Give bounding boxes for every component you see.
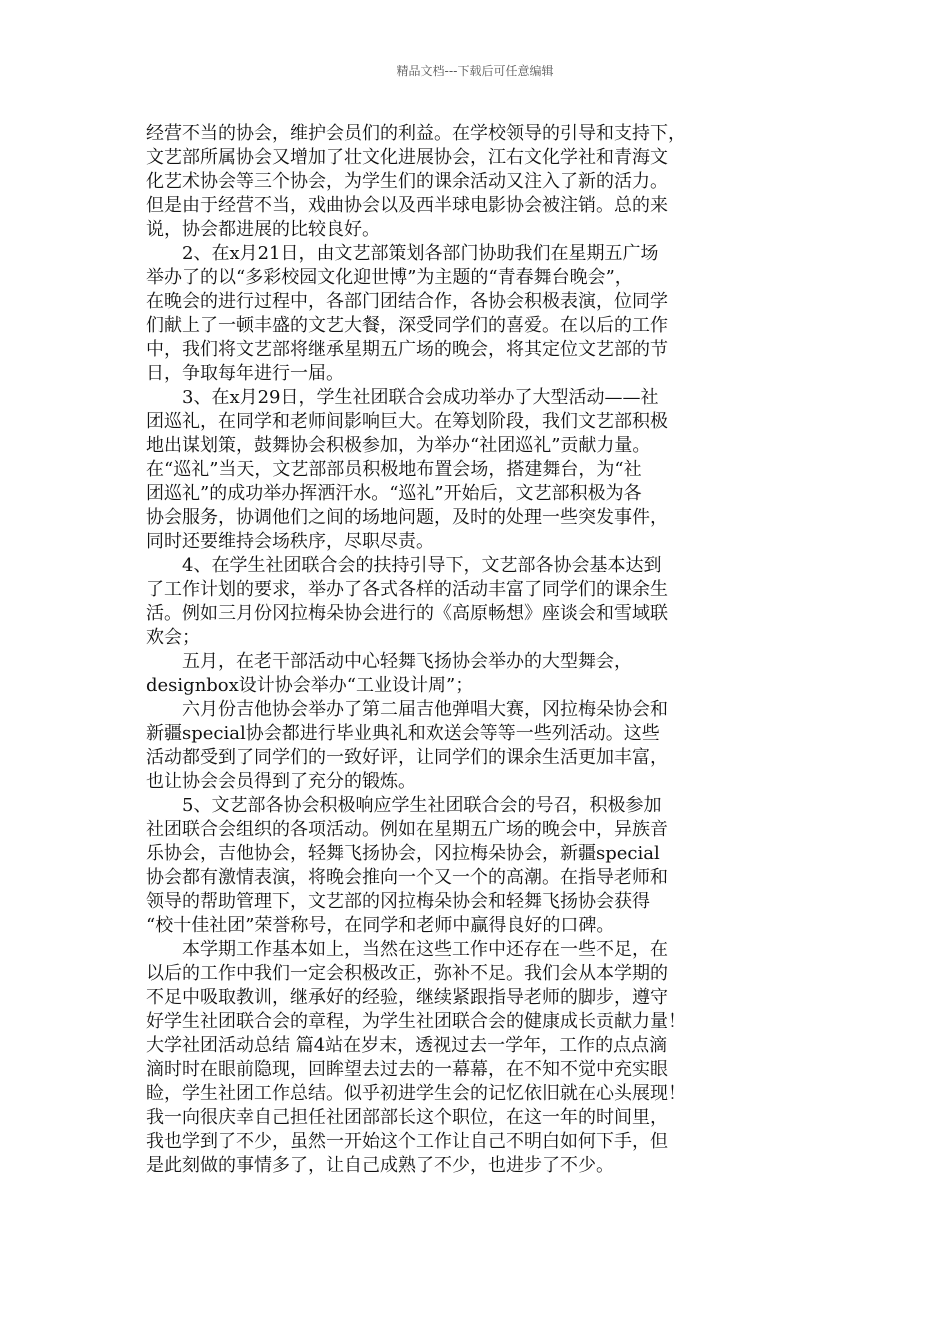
text-line: 大学社团活动总结 篇4站在岁末，透视过去一学年，工作的点点滴 bbox=[146, 1035, 668, 1056]
text-line: 5、文艺部各协会积极响应学生社团联合会的号召，积极参加 bbox=[146, 795, 662, 816]
text-line: 新疆special协会都进行毕业典礼和欢送会等等一些列活动。这些 bbox=[146, 723, 660, 744]
text-line: 中，我们将文艺部将继承星期五广场的晚会，将其定位文艺部的节 bbox=[146, 339, 668, 360]
text-line: 不足中吸取教训，继承好的经验，继续紧跟指导老师的脚步，遵守 bbox=[146, 987, 668, 1008]
text-line: 举办了的以“多彩校园文化迎世博”为主题的“青春舞台晚会”， bbox=[146, 267, 633, 288]
text-line: 活。例如三月份冈拉梅朵协会进行的《高原畅想》座谈会和雪域联 bbox=[146, 603, 668, 624]
text-line: 协会服务，协调他们之间的场地问题，及时的处理一些突发事件， bbox=[146, 507, 668, 528]
text-line: 文艺部所属协会又增加了壮文化进展协会，江右文化学社和青海文 bbox=[146, 147, 668, 168]
text-line: 社团联合会组织的各项活动。例如在星期五广场的晚会中，异族音 bbox=[146, 819, 668, 840]
text-line: 领导的帮助管理下，文艺部的冈拉梅朵协会和轻舞飞扬协会获得 bbox=[146, 891, 650, 912]
text-line: 乐协会，吉他协会，轻舞飞扬协会，冈拉梅朵协会，新疆special bbox=[146, 843, 660, 864]
text-line: 活动都受到了同学们的一致好评，让同学们的课余生活更加丰富， bbox=[146, 747, 668, 768]
text-line: 经营不当的协会，维护会员们的利益。在学校领导的引导和支持下， bbox=[146, 123, 686, 144]
text-line: 睑，学生社团工作总结。似乎初进学生会的记忆依旧就在心头展现！ bbox=[146, 1083, 686, 1104]
text-line: 团巡礼”的成功举办挥洒汗水。“巡礼”开始后，文艺部积极为各 bbox=[146, 483, 642, 504]
text-line: 六月份吉他协会举办了第二届吉他弹唱大赛，冈拉梅朵协会和 bbox=[146, 699, 668, 720]
text-line: 团巡礼，在同学和老师间影响巨大。在筹划阶段，我们文艺部积极 bbox=[146, 411, 668, 432]
text-line: 以后的工作中我们一定会积极改正，弥补不足。我们会从本学期的 bbox=[146, 963, 668, 984]
text-line: 我一向很庆幸自己担任社团部部长这个职位，在这一年的时间里， bbox=[146, 1107, 668, 1128]
page-header: 精品文档---下载后可任意编辑 bbox=[396, 64, 554, 78]
text-line: 日，争取每年进行一届。 bbox=[146, 363, 344, 384]
text-line: 4、在学生社团联合会的扶持引导下，文艺部各协会基本达到 bbox=[146, 555, 662, 576]
text-line: 是此刻做的事情多了，让自己成熟了不少，也进步了不少。 bbox=[146, 1155, 614, 1176]
text-line: 协会都有激情表演，将晚会推向一个又一个的高潮。在指导老师和 bbox=[146, 867, 668, 888]
text-line: 化艺术协会等三个协会，为学生们的课余活动又注入了新的活力。 bbox=[146, 171, 668, 192]
text-line: 五月，在老干部活动中心轻舞飞扬协会举办的大型舞会， bbox=[146, 651, 632, 672]
text-line: designbox设计协会举办“工业设计周”； bbox=[146, 675, 474, 696]
text-line: “校十佳社团”荣誉称号，在同学和老师中赢得良好的口碑。 bbox=[146, 915, 615, 936]
text-line: 说，协会都进展的比较良好。 bbox=[146, 219, 380, 240]
text-line: 欢会； bbox=[146, 627, 200, 648]
text-line: 好学生社团联合会的章程，为学生社团联合会的健康成长贡献力量！ bbox=[146, 1011, 686, 1032]
text-line: 我也学到了不少，虽然一开始这个工作让自己不明白如何下手，但 bbox=[146, 1131, 668, 1152]
text-line: 3、在x月29日，学生社团联合会成功举办了大型活动——社 bbox=[146, 387, 659, 408]
text-line: 在晚会的进行过程中，各部门团结合作，各协会积极表演，位同学 bbox=[146, 291, 668, 312]
text-line: 也让协会会员得到了充分的锻炼。 bbox=[146, 771, 416, 792]
text-line: 2、在x月21日，由文艺部策划各部门协助我们在星期五广场 bbox=[146, 243, 659, 264]
text-line: 滴时时在眼前隐现，回眸望去过去的一幕幕，在不知不觉中充实眼 bbox=[146, 1059, 668, 1080]
text-line: 在“巡礼”当天，文艺部部员积极地布置会场，搭建舞台，为“社 bbox=[146, 459, 642, 480]
text-line: 了工作计划的要求，举办了各式各样的活动丰富了同学们的课余生 bbox=[146, 579, 668, 600]
text-line: 但是由于经营不当，戏曲协会以及西半球电影协会被注销。总的来 bbox=[146, 195, 668, 216]
document-body bbox=[146, 122, 806, 1178]
text-line: 同时还要维持会场秩序，尽职尽责。 bbox=[146, 531, 434, 552]
text-line: 本学期工作基本如上，当然在这些工作中还存在一些不足，在 bbox=[146, 939, 668, 960]
text-line: 们献上了一顿丰盛的文艺大餐，深受同学们的喜爱。在以后的工作 bbox=[146, 315, 668, 336]
text-line: 地出谋划策，鼓舞协会积极参加，为举办“社团巡礼”贡献力量。 bbox=[146, 435, 651, 456]
